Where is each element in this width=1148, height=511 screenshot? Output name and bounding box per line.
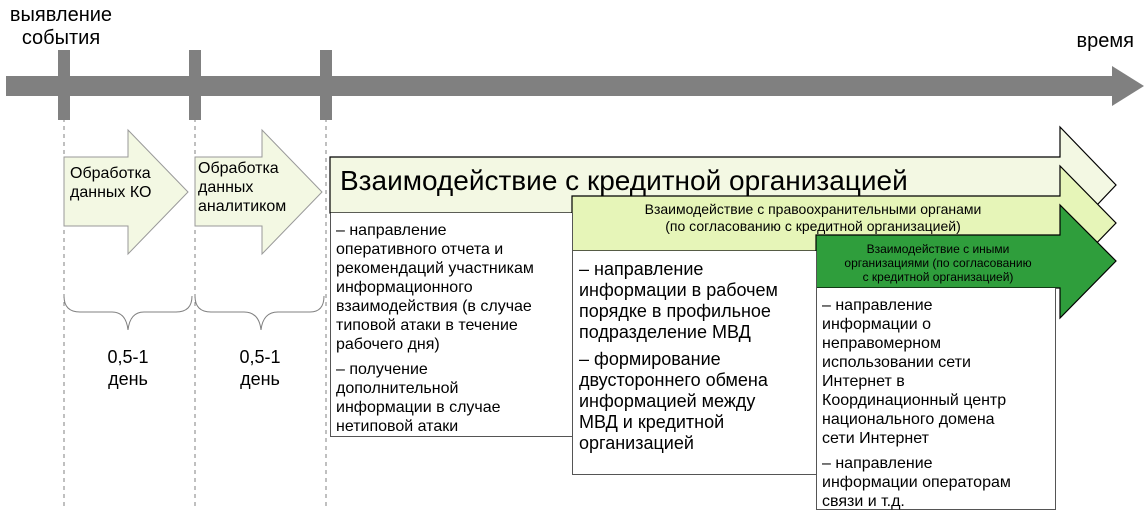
- timeline-arrowhead: [1112, 66, 1144, 106]
- stage2-label: [198, 159, 286, 216]
- duration-1-unit: день: [108, 369, 148, 389]
- police-item-1: – направление информации в рабочем порядке в профильное подразделение МВД: [579, 259, 778, 342]
- credit-title: Взаимодействие с кредитной организацией: [340, 165, 908, 196]
- credit-item-2: – получение дополнительной информации в случае нетиповой атаки: [336, 361, 501, 435]
- event-label-line-1: выявление: [9, 4, 113, 26]
- timeline-marker-2: [189, 50, 201, 120]
- police-title: [578, 201, 1048, 235]
- event-label-line-2: события: [21, 27, 101, 49]
- duration-1-value: 0,5-1: [107, 347, 149, 367]
- other-item-1: – направление информации о неправомерном использовании сети Интернет в Координационный центр национального домена сети Интернет: [822, 297, 1007, 447]
- timeline-marker-1: [58, 50, 70, 120]
- police-box: [572, 251, 817, 475]
- duration-brace-1: [64, 296, 192, 330]
- duration-2-unit: день: [240, 369, 280, 389]
- police-title-line-2: (по согласованию с кредитной организацией): [665, 218, 961, 234]
- police-title-line-1: Взаимодействие с правоохранительными органами: [644, 201, 982, 217]
- other-title: [818, 242, 1058, 284]
- other-title-line-2: организациями (по согласованию: [844, 256, 1032, 270]
- timeline-marker-3: [320, 50, 332, 120]
- event-detection-label: [2, 4, 120, 50]
- stage1-label-line-2: данных КО: [70, 184, 152, 201]
- other-box: [816, 288, 1056, 510]
- duration-brace-2: [195, 296, 324, 330]
- stage2-label-line-2: данных: [198, 179, 254, 196]
- duration-2: [220, 346, 300, 390]
- duration-1: [88, 346, 168, 390]
- police-item-2: – формирование двустороннего обмена информацией между МВД и кредитной организацией: [579, 349, 768, 453]
- other-title-line-1: Взаимодействие с иными: [866, 242, 1010, 256]
- stage1-label: [70, 164, 151, 202]
- stage2-label-line-1: Обработка: [198, 160, 279, 177]
- other-item-2: – направление информации операторам связи и т.д.: [822, 455, 1011, 510]
- credit-item-1: – направление оперативного отчета и рекомендаций участникам информационного взаимодействия (в случае типовой атаки в течение рабочего дня): [336, 222, 534, 353]
- stage2-label-line-3: аналитиком: [198, 198, 287, 215]
- duration-2-value: 0,5-1: [239, 347, 281, 367]
- other-title-line-3: с кредитной организацией): [862, 270, 1014, 284]
- timeline-bar: [6, 76, 1116, 96]
- time-axis-label: время: [1076, 30, 1134, 52]
- credit-box: [330, 213, 573, 437]
- stage1-label-line-1: Обработка: [70, 165, 151, 182]
